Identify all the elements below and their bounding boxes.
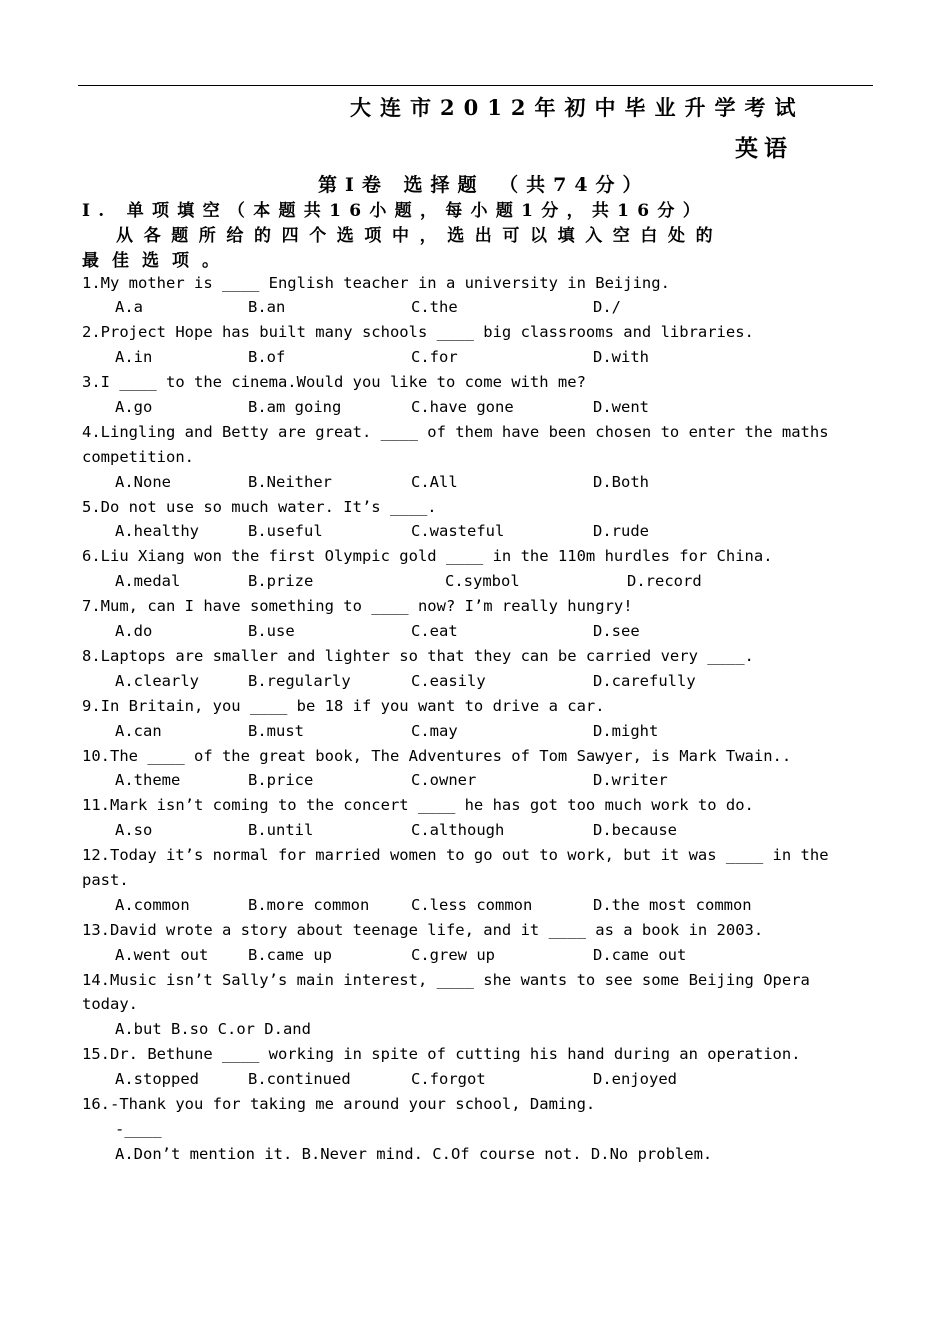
question-stem: 9.In Britain, you ____ be 18 if you want to drive a car. — [82, 697, 605, 715]
option-d: D.with — [593, 348, 649, 366]
option-a: A.stopped — [115, 1070, 199, 1088]
question-options-inline: A.but B.so C.or D.and — [115, 1020, 311, 1038]
option-d: D.writer — [593, 771, 668, 789]
question-stem: 8.Laptops are smaller and lighter so that they can be carried very ____. — [82, 647, 754, 665]
option-d: D.enjoyed — [593, 1070, 677, 1088]
option-b: B.price — [248, 771, 314, 789]
option-c: C.have gone — [411, 398, 514, 416]
option-c: C.less common — [411, 896, 533, 914]
option-d: D.came out — [593, 946, 687, 964]
option-c: C.owner — [411, 771, 477, 789]
option-c: C.eat — [411, 622, 458, 640]
section-instruction-line1: 从各题所给的四个选项中，选出可以填入空白处的 — [116, 226, 724, 246]
option-b: B.use — [248, 622, 295, 640]
question-stem: 3.I ____ to the cinema.Would you like to come with me? — [82, 373, 586, 391]
option-d: D.because — [593, 821, 677, 839]
option-d: D.Both — [593, 473, 649, 491]
option-c: C.for — [411, 348, 458, 366]
option-d: D.went — [593, 398, 649, 416]
question-options — [115, 297, 875, 317]
question-options — [115, 397, 875, 417]
dialogue-reply-blank: -____ — [115, 1120, 162, 1138]
option-d: D.the most common — [593, 896, 752, 914]
option-a: A.in — [115, 348, 153, 366]
question-stem: 4.Lingling and Betty are great. ____ of them have been chosen to enter the maths — [82, 423, 829, 441]
option-c: C.wasteful — [411, 522, 505, 540]
option-b: B.continued — [248, 1070, 351, 1088]
exam-title: 大连市2012年初中毕业升学考试 — [350, 95, 805, 120]
option-c: C.easily — [411, 672, 486, 690]
option-a: A.can — [115, 722, 162, 740]
option-b: B.must — [248, 722, 304, 740]
question-stem: 11.Mark isn’t coming to the concert ____ he has got too much work to do. — [82, 796, 754, 814]
question-options — [115, 770, 875, 790]
option-c: C.the — [411, 298, 458, 316]
question-options — [115, 571, 875, 591]
question-stem: 12.Today it’s normal for married women to go out to work, but it was ____ in the — [82, 846, 829, 864]
option-b: B.of — [248, 348, 286, 366]
subject-title: 英语 — [735, 135, 793, 162]
question-options — [115, 895, 875, 915]
question-options — [115, 347, 875, 367]
option-b: B.prize — [248, 572, 314, 590]
header-rule — [78, 85, 873, 86]
question-stem: 6.Liu Xiang won the first Olympic gold ____ in the 110m hurdles for China. — [82, 547, 773, 565]
option-d: D./ — [593, 298, 621, 316]
option-d: D.rude — [593, 522, 649, 540]
section-heading: I. 单项填空（本题共16小题，每小题1分，共16分） — [82, 201, 709, 221]
option-a: A.went out — [115, 946, 209, 964]
option-d: D.see — [593, 622, 640, 640]
question-stem-continued: today. — [82, 995, 138, 1013]
option-a: A.None — [115, 473, 171, 491]
question-options — [115, 621, 875, 641]
option-c: C.although — [411, 821, 505, 839]
question-stem: 15.Dr. Bethune ____ working in spite of cutting his hand during an operation. — [82, 1045, 801, 1063]
option-c: C.symbol — [445, 572, 520, 590]
option-b: B.am going — [248, 398, 342, 416]
option-a: A.theme — [115, 771, 181, 789]
option-a: A.healthy — [115, 522, 199, 540]
question-stem: 10.The ____ of the great book, The Adventures of Tom Sawyer, is Mark Twain.. — [82, 747, 792, 765]
option-c: C.may — [411, 722, 458, 740]
option-b: B.more common — [248, 896, 370, 914]
option-c: C.forgot — [411, 1070, 486, 1088]
option-d: D.record — [627, 572, 702, 590]
option-b: B.came up — [248, 946, 332, 964]
question-stem-continued: competition. — [82, 448, 194, 466]
option-a: A.medal — [115, 572, 181, 590]
option-d: D.carefully — [593, 672, 696, 690]
question-options — [115, 671, 875, 691]
question-options-inline: A.Don’t mention it. B.Never mind. C.Of course not. D.No problem. — [115, 1145, 713, 1163]
question-stem: 13.David wrote a story about teenage life, and it ____ as a book in 2003. — [82, 921, 764, 939]
option-b: B.regularly — [248, 672, 351, 690]
question-stem: 16.-Thank you for taking me around your school, Daming. — [82, 1095, 596, 1113]
option-a: A.so — [115, 821, 153, 839]
option-a: A.go — [115, 398, 153, 416]
question-stem-continued: past. — [82, 871, 129, 889]
question-options — [115, 820, 875, 840]
question-options — [115, 472, 875, 492]
option-c: C.All — [411, 473, 458, 491]
question-stem: 1.My mother is ____ English teacher in a university in Beijing. — [82, 274, 670, 292]
option-a: A.a — [115, 298, 143, 316]
question-options — [115, 721, 875, 741]
option-b: B.an — [248, 298, 286, 316]
option-d: D.might — [593, 722, 659, 740]
question-stem: 2.Project Hope has built many schools ____ big classrooms and libraries. — [82, 323, 754, 341]
option-a: A.common — [115, 896, 190, 914]
question-options — [115, 1069, 875, 1089]
section-instruction-line2: 最佳选项。 — [82, 251, 232, 271]
option-a: A.clearly — [115, 672, 199, 690]
question-stem: 14.Music isn’t Sally’s main interest, ____ she wants to see some Beijing Opera — [82, 971, 810, 989]
option-b: B.Neither — [248, 473, 332, 491]
question-stem: 7.Mum, can I have something to ____ now? I’m really hungry! — [82, 597, 633, 615]
question-options — [115, 945, 875, 965]
option-a: A.do — [115, 622, 153, 640]
option-b: B.useful — [248, 522, 323, 540]
question-options — [115, 521, 875, 541]
part-title: 第I卷 选择题 （共74分） — [318, 174, 650, 196]
option-b: B.until — [248, 821, 314, 839]
option-c: C.grew up — [411, 946, 495, 964]
question-stem: 5.Do not use so much water. It’s ____. — [82, 498, 437, 516]
